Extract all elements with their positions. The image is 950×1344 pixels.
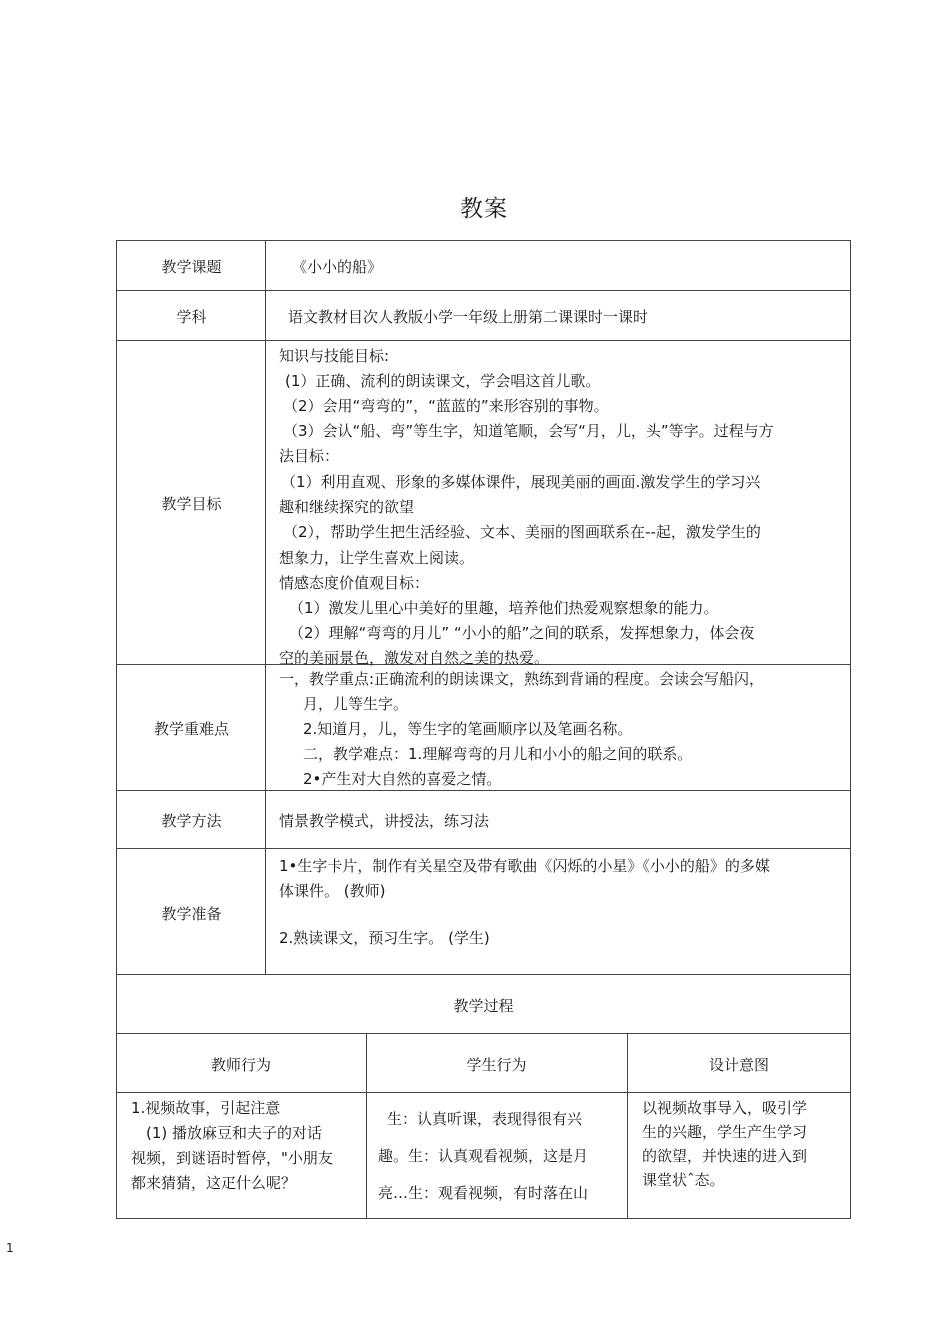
goals-line: 情感态度价值观目标： (279, 574, 430, 592)
document-title: 教案 (460, 196, 508, 222)
column-header-intent: 设计意图 (708, 1056, 769, 1074)
teacher-line: 视频，到谜语时暂停，"小朋友 (131, 1149, 333, 1167)
student-line: 生：认真听课，表现得很有兴 (387, 1110, 583, 1128)
row-divider (116, 290, 851, 291)
goals-line: （1）激发儿里心中美好的里趣，培养他们热爱观察想象的能力。 (289, 599, 719, 617)
goals-line: （2）理解“弯弯的月儿” “小小的船”之间的联系，发挥想象力，体会夜 (289, 624, 755, 642)
intent-line: 以视频故事导入，吸引学 (642, 1099, 808, 1117)
student-line: 亮…生：观看视频，有时落在山 (378, 1184, 589, 1202)
topic-label: 教学课题 (161, 258, 222, 276)
keypoints-line: 2.知道月，儿，等生字的笔画顺序以及笔画名称。 (303, 720, 633, 738)
prep-line: 体课件。 (教师) (279, 882, 386, 900)
row-divider (116, 790, 851, 791)
goals-line: 知识与技能目标: (279, 347, 390, 365)
intent-line: 的欲望，并快速的进入到 (642, 1147, 808, 1165)
row-divider (116, 974, 851, 975)
column-header-student: 学生行为 (466, 1056, 527, 1074)
student-line: 趣。生：认真观看视频，这是月 (378, 1147, 589, 1165)
topic-value: 《小小的船》 (292, 258, 383, 276)
goals-line: （2）会用“弯弯的”，“蓝蓝的”来形容别的事物。 (283, 397, 609, 415)
goals-line: 想象力，让学生喜欢上阅读。 (279, 549, 475, 567)
teacher-line: (1) 播放麻豆和夫子的对话 (146, 1124, 323, 1142)
row-divider (116, 1092, 851, 1093)
prep-line: 2.熟读课文，预习生字。 (学生) (279, 929, 490, 947)
goals-line: （2），帮助学生把生活经验、文本、美丽的图画联系在--起，激发学生的 (283, 523, 761, 541)
goals-line: 空的美丽景色，激发对自然之美的热爱。 (279, 649, 550, 667)
keypoints-line: 2•产生对大自然的喜爱之情。 (303, 770, 502, 788)
keypoints-label: 教学重难点 (153, 720, 229, 738)
keypoints-line: 一，教学重点:正确流利的朗读课文，熟练到背诵的程度。会读会写船闪， (279, 670, 765, 688)
row-divider (116, 1033, 851, 1034)
column-header-teacher: 教师行为 (210, 1056, 271, 1074)
keypoints-line: 二，教学难点：1.理解弯弯的月儿和小小的船之间的联系。 (303, 745, 693, 763)
goals-line: （3）会认“船、弯”等生字，知道笔顺，会写“月，儿，头”等字。过程与方 (283, 422, 774, 440)
goals-label: 教学目标 (161, 495, 222, 513)
page-number: 1 (6, 1241, 14, 1255)
label-column-divider (265, 240, 266, 974)
process-header: 教学过程 (453, 997, 514, 1015)
goals-line: (1）正确、流利的朗读课文，学会唱这首儿歌。 (285, 372, 601, 390)
subject-value: 语文教材目次人教版小学一年级上册第二课课时一课时 (288, 308, 649, 326)
teacher-line: 都来猜猜，这疋什么呢？ (131, 1174, 297, 1192)
goals-line: 趣和继续探究的欲望 (279, 498, 415, 516)
row-divider (116, 848, 851, 849)
prep-line: 1•生字卡片，制作有关星空及带有歌曲《闪烁的小星》《小小的船》的多媒 (279, 857, 770, 875)
goals-line: （1）利用直观、形象的多媒体课件，展现美丽的画面.激发学生的学习兴 (281, 473, 761, 491)
intent-line: 生的兴趣，学生产生学习 (642, 1123, 808, 1141)
row-divider (116, 340, 851, 341)
method-value: 情景教学模式，讲授法，练习法 (279, 812, 490, 830)
goals-line: 法目标： (279, 447, 340, 465)
subject-label: 学科 (176, 308, 207, 326)
teacher-line: 1.视频故事，引起注意 (131, 1099, 281, 1117)
keypoints-line: 月，儿等生字。 (303, 695, 409, 713)
intent-line: 课堂状ˆ态。 (642, 1171, 725, 1189)
method-label: 教学方法 (161, 812, 222, 830)
prep-label: 教学准备 (161, 905, 222, 923)
